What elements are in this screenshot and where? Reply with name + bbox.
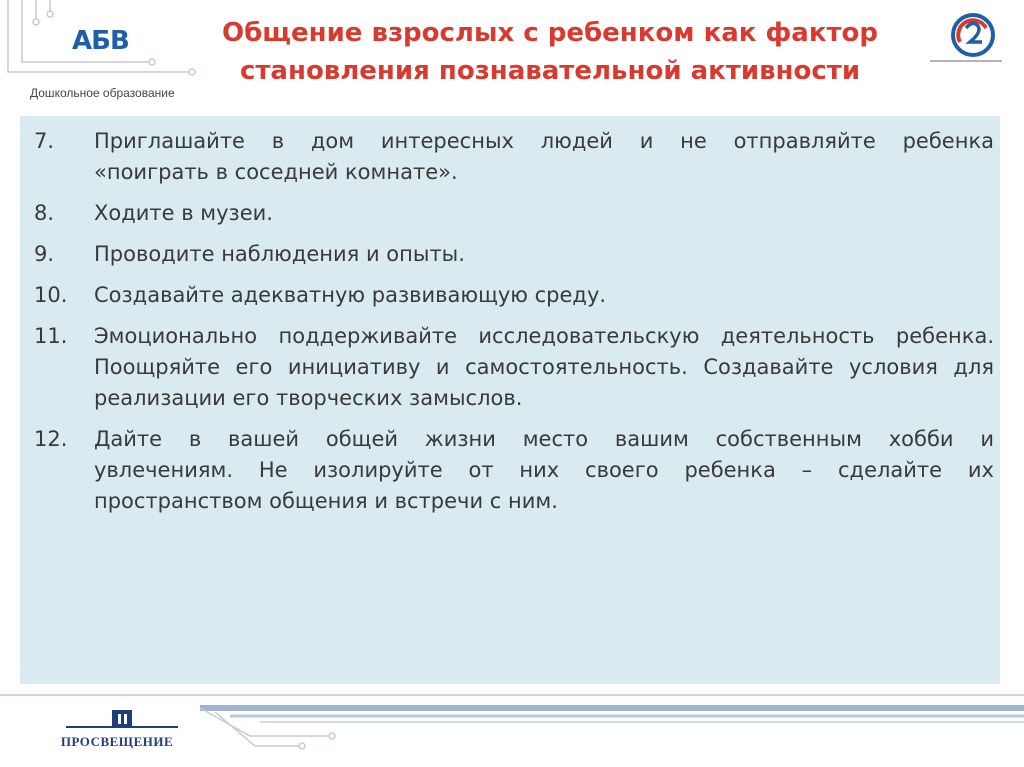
text-line: Создавайте адекватную развивающую среду. bbox=[94, 283, 607, 307]
abv-logo: АБВ bbox=[72, 26, 129, 56]
page-title bbox=[200, 14, 900, 90]
text-line: Приглашайте в дом интересных людей и не отправляйте ребенка bbox=[94, 129, 994, 153]
list-item-number: 9. bbox=[34, 242, 55, 266]
text-line: Поощряйте его инициативу и самостоятельность. Создавайте условия для bbox=[94, 355, 994, 379]
text-line: реализации его творческих замыслов. bbox=[94, 386, 523, 410]
list-item-text bbox=[94, 198, 994, 229]
list-item-text bbox=[94, 280, 994, 311]
list-item-number: 10. bbox=[34, 283, 68, 307]
list-item-text bbox=[94, 239, 994, 270]
list-item bbox=[34, 321, 994, 414]
list-item bbox=[34, 126, 994, 188]
emblem-underline bbox=[930, 60, 1002, 62]
text-line: Ходите в музеи. bbox=[94, 201, 273, 225]
list-item bbox=[34, 280, 994, 311]
text-line: «поиграть в соседней комнате». bbox=[94, 160, 458, 184]
prosveshchenie-logo-icon bbox=[62, 704, 182, 760]
text-line: Проводите наблюдения и опыты. bbox=[94, 242, 465, 266]
list-item bbox=[34, 198, 994, 229]
list-item-text bbox=[94, 126, 994, 188]
list-item-number: 7. bbox=[34, 129, 55, 153]
text-line: увлечениям. Не изолируйте от них своего ребенка – сделайте их bbox=[94, 458, 994, 482]
publisher-name: ПРОСВЕЩЕНИЕ bbox=[60, 734, 174, 749]
text-line: пространством общения и встречи с ним. bbox=[94, 489, 558, 513]
text-line: Эмоционально поддерживайте исследовательскую деятельность ребенка. bbox=[94, 324, 994, 348]
recommendation-list bbox=[34, 126, 994, 527]
list-item-number: 12. bbox=[34, 427, 68, 451]
list-item-text bbox=[94, 321, 994, 414]
list-item-text bbox=[94, 424, 994, 517]
list-item-number: 11. bbox=[34, 324, 68, 348]
abv-logo-subtitle: Дошкольное образование bbox=[30, 86, 175, 100]
list-item-number: 8. bbox=[34, 201, 55, 225]
text-line: Дайте в вашей общей жизни место вашим собственным хобби и bbox=[94, 427, 994, 451]
title-line-1: Общение взрослых с ребенком как фактор bbox=[221, 18, 879, 48]
list-item bbox=[34, 239, 994, 270]
content-panel bbox=[20, 116, 1000, 684]
list-item bbox=[34, 424, 994, 517]
emblem-icon bbox=[950, 12, 996, 58]
title-line-2: становления познавательной активности bbox=[239, 56, 861, 86]
